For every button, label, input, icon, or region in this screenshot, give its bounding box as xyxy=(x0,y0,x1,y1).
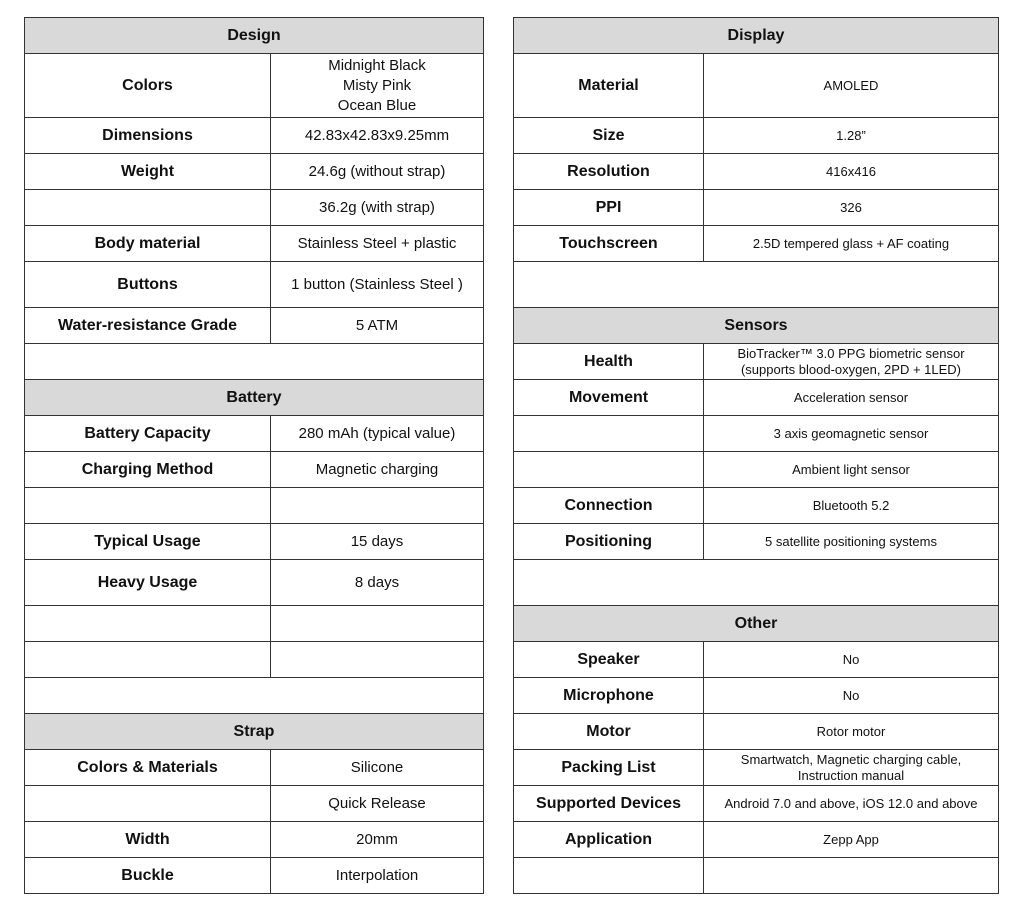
sensors-connection-value: Bluetooth 5.2 xyxy=(704,488,999,524)
other-motor-value: Rotor motor xyxy=(704,714,999,750)
empty-cell xyxy=(271,606,484,642)
display-material-label: Material xyxy=(514,54,704,118)
other-application-label: Application xyxy=(514,822,704,858)
design-body-material-value: Stainless Steel + plastic xyxy=(271,226,484,262)
other-motor-label: Motor xyxy=(514,714,704,750)
display-material-value: AMOLED xyxy=(704,54,999,118)
empty-cell xyxy=(514,858,704,894)
other-microphone-value: No xyxy=(704,678,999,714)
sensors-geomagnetic-value: 3 axis geomagnetic sensor xyxy=(704,416,999,452)
empty-cell xyxy=(514,416,704,452)
table-row xyxy=(25,18,999,54)
battery-typical-usage-label: Typical Usage xyxy=(25,524,271,560)
strap-release-value: Quick Release xyxy=(271,786,484,822)
battery-charging-label: Charging Method xyxy=(25,452,271,488)
spec-table xyxy=(24,17,999,894)
other-header: Other xyxy=(514,606,999,642)
design-weight-label: Weight xyxy=(25,154,271,190)
display-resolution-value: 416x416 xyxy=(704,154,999,190)
display-resolution-label: Resolution xyxy=(514,154,704,190)
battery-capacity-value: 280 mAh (typical value) xyxy=(271,416,484,452)
other-supported-devices-value: Android 7.0 and above, iOS 12.0 and above xyxy=(704,786,999,822)
display-ppi-label: PPI xyxy=(514,190,704,226)
strap-width-value: 20mm xyxy=(271,822,484,858)
empty-cell xyxy=(704,858,999,894)
sensors-ambient-value: Ambient light sensor xyxy=(704,452,999,488)
empty-cell xyxy=(25,190,271,226)
empty-cell xyxy=(25,786,271,822)
other-microphone-label: Microphone xyxy=(514,678,704,714)
sensors-positioning-label: Positioning xyxy=(514,524,704,560)
display-touchscreen-label: Touchscreen xyxy=(514,226,704,262)
packing-line: Smartwatch, Magnetic charging cable, xyxy=(740,751,962,767)
other-packing-list-label: Packing List xyxy=(514,750,704,786)
display-touchscreen-value: 2.5D tempered glass + AF coating xyxy=(704,226,999,262)
color-option: Ocean Blue xyxy=(337,96,417,114)
color-option: Misty Pink xyxy=(342,76,412,94)
display-header: Display xyxy=(514,18,999,54)
strap-buckle-value: Interpolation xyxy=(271,858,484,894)
battery-charging-value: Magnetic charging xyxy=(271,452,484,488)
empty-cell xyxy=(25,606,271,642)
design-weight-with-strap-value: 36.2g (with strap) xyxy=(271,190,484,226)
sensors-health-value xyxy=(704,344,999,380)
sensors-positioning-value: 5 satellite positioning systems xyxy=(704,524,999,560)
battery-capacity-label: Battery Capacity xyxy=(25,416,271,452)
display-size-label: Size xyxy=(514,118,704,154)
strap-colors-materials-label: Colors & Materials xyxy=(25,750,271,786)
empty-cell xyxy=(25,642,271,678)
strap-buckle-label: Buckle xyxy=(25,858,271,894)
health-line: (supports blood-oxygen, 2PD + 1LED) xyxy=(740,361,962,377)
design-weight-value: 24.6g (without strap) xyxy=(271,154,484,190)
design-dimensions-value: 42.83x42.83x9.25mm xyxy=(271,118,484,154)
other-supported-devices-label: Supported Devices xyxy=(514,786,704,822)
other-speaker-value: No xyxy=(704,642,999,678)
battery-heavy-usage-label: Heavy Usage xyxy=(25,560,271,606)
empty-cell xyxy=(25,678,484,714)
empty-cell xyxy=(514,452,704,488)
empty-cell xyxy=(514,560,999,606)
design-body-material-label: Body material xyxy=(25,226,271,262)
column-gap xyxy=(484,18,514,894)
design-colors-label: Colors xyxy=(25,54,271,118)
other-application-value: Zepp App xyxy=(704,822,999,858)
display-size-value: 1.28” xyxy=(704,118,999,154)
other-speaker-label: Speaker xyxy=(514,642,704,678)
empty-cell xyxy=(271,642,484,678)
design-colors-value xyxy=(271,54,484,118)
strap-colors-materials-value: Silicone xyxy=(271,750,484,786)
empty-cell xyxy=(514,262,999,308)
strap-header: Strap xyxy=(25,714,484,750)
sensors-header: Sensors xyxy=(514,308,999,344)
empty-cell xyxy=(25,344,484,380)
battery-header: Battery xyxy=(25,380,484,416)
design-water-resistance-value: 5 ATM xyxy=(271,308,484,344)
sensors-movement-label: Movement xyxy=(514,380,704,416)
battery-typical-usage-value: 15 days xyxy=(271,524,484,560)
display-ppi-value: 326 xyxy=(704,190,999,226)
sensors-movement-value: Acceleration sensor xyxy=(704,380,999,416)
design-water-resistance-label: Water-resistance Grade xyxy=(25,308,271,344)
sensors-connection-label: Connection xyxy=(514,488,704,524)
color-option: Midnight Black xyxy=(328,56,426,74)
sensors-health-label: Health xyxy=(514,344,704,380)
packing-line: Instruction manual xyxy=(797,767,905,783)
strap-width-label: Width xyxy=(25,822,271,858)
design-buttons-label: Buttons xyxy=(25,262,271,308)
health-line: BioTracker™ 3.0 PPG biometric sensor xyxy=(737,345,965,361)
other-packing-list-value xyxy=(704,750,999,786)
empty-cell xyxy=(25,488,271,524)
empty-cell xyxy=(271,488,484,524)
battery-heavy-usage-value: 8 days xyxy=(271,560,484,606)
design-header: Design xyxy=(25,18,484,54)
design-dimensions-label: Dimensions xyxy=(25,118,271,154)
design-buttons-value: 1 button (Stainless Steel ) xyxy=(271,262,484,308)
